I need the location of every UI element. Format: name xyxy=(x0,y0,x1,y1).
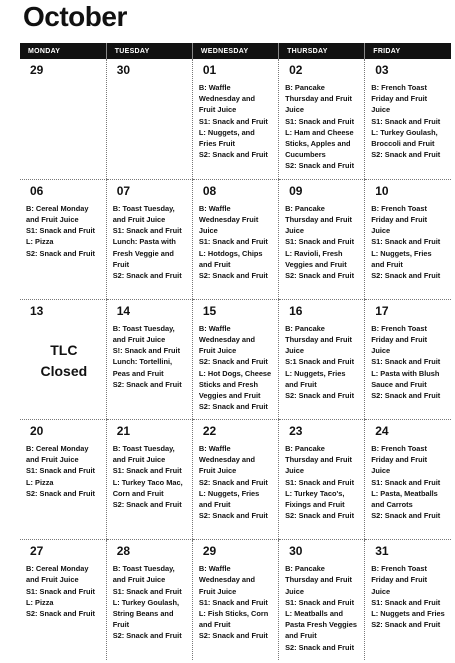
weekday-header: WEDNESDAY xyxy=(192,43,278,59)
menu-line: S1: Snack and Fruit xyxy=(371,477,441,487)
menu-line: Sticks, Apples and xyxy=(285,139,351,149)
day-number: 22 xyxy=(202,424,217,439)
calendar-day-cell xyxy=(106,299,192,419)
menu-line: S1: Snack and Fruit xyxy=(26,466,95,476)
menu-line: Juice xyxy=(371,586,391,596)
menu-line: B: Pancake xyxy=(285,83,325,92)
menu-line: Thursday and Fruit xyxy=(285,455,352,465)
day-number: 13 xyxy=(30,303,44,318)
closed-notice xyxy=(26,340,102,382)
calendar-week-row xyxy=(20,420,451,540)
day-number: 08 xyxy=(202,183,217,198)
menu-line: B: Pancake xyxy=(285,323,325,333)
menu-line: L: Fish Sticks, Corn xyxy=(198,609,269,619)
menu-line: S1: Snack and Fruit xyxy=(198,597,268,607)
menu-line: S1: Snack and Fruit xyxy=(112,586,182,596)
menu-line: S1: Snack and Fruit xyxy=(26,586,95,596)
menu-items xyxy=(199,82,274,160)
menu-line: S1: Snack and Fruit xyxy=(285,597,355,607)
calendar-grid xyxy=(20,43,451,660)
calendar-day-cell xyxy=(20,420,106,540)
menu-line: Pasta Fresh Veggies xyxy=(285,620,357,630)
menu-line: Juice xyxy=(371,105,391,115)
day-number: 31 xyxy=(375,544,389,559)
menu-line: S!: Snack and Fruit xyxy=(112,346,181,356)
month-title: October xyxy=(23,1,127,32)
menu-line: Lunch: Tortellini, xyxy=(112,357,173,367)
menu-line: S1: Snack and Fruit xyxy=(285,477,355,487)
menu-line: B: Pancake xyxy=(285,444,325,454)
menu-line: Wednesday and xyxy=(198,455,256,465)
menu-line: L: Turkey Goulash, xyxy=(371,127,438,137)
menu-line: Friday and Fruit xyxy=(371,214,428,224)
menu-line: and Carrots xyxy=(371,500,413,510)
menu-line: Juice xyxy=(285,226,304,236)
menu-line: B: Toast Tuesday, xyxy=(112,564,175,574)
menu-line: Juice xyxy=(371,226,391,236)
menu-line: B: Waffle xyxy=(198,444,231,454)
menu-line: S1: Snack and Fruit xyxy=(371,116,441,126)
menu-items xyxy=(285,563,360,653)
menu-line: S2: Snack and Fruit xyxy=(371,511,441,521)
day-number: 17 xyxy=(375,303,389,318)
menu-line: Sticks and Fresh xyxy=(198,379,259,389)
menu-line: Juice xyxy=(198,226,218,236)
day-number: 30 xyxy=(289,544,303,559)
menu-items xyxy=(199,323,274,413)
menu-line: B: Toast Tuesday, xyxy=(112,203,175,213)
menu-line: Juice xyxy=(285,466,304,476)
calendar-day-cell xyxy=(279,540,365,660)
menu-line: S1: Snack and Fruit xyxy=(285,116,355,126)
menu-line: S1: Snack and Fruit xyxy=(285,237,355,247)
menu-items xyxy=(113,203,188,281)
menu-line: Wednesday and xyxy=(198,335,256,345)
menu-items xyxy=(26,443,102,499)
menu-line: Sauce and Fruit xyxy=(371,379,427,389)
menu-items xyxy=(371,323,447,401)
menu-line: and Fruit xyxy=(198,259,231,269)
menu-line: Juice xyxy=(371,346,391,356)
menu-line: Peas and Fruit xyxy=(112,368,164,378)
calendar-day-cell xyxy=(106,59,192,179)
menu-line: and Fruit xyxy=(285,379,317,389)
calendar-day-cell xyxy=(365,59,451,179)
menu-line: B: Waffle xyxy=(198,203,231,213)
calendar-week-row xyxy=(20,540,451,660)
menu-line: and Fruit Juice xyxy=(26,575,79,585)
calendar-day-cell xyxy=(192,540,278,660)
menu-line: Friday and Fruit xyxy=(371,335,428,345)
menu-line: and Fruit xyxy=(285,631,317,641)
menu-line: S2: Snack and Fruit xyxy=(198,270,268,280)
menu-line: B: Cereal Monday xyxy=(26,444,89,454)
menu-line: L: Hotdogs, Chips xyxy=(198,248,263,258)
calendar-day-cell xyxy=(20,299,106,419)
menu-line: Broccoli and Fruit xyxy=(371,139,435,149)
menu-line: and Fruit Juice xyxy=(112,455,166,465)
menu-line: S2: Snack and Fruit xyxy=(26,609,95,619)
menu-line: Fruit Juice xyxy=(198,105,237,115)
menu-line: B: Toast Tuesday, xyxy=(112,444,175,454)
day-number: 03 xyxy=(375,63,389,77)
menu-line: S2: Snack and Fruit xyxy=(198,631,268,641)
menu-line: S1: Snack and Fruit xyxy=(112,226,182,236)
calendar-day-cell xyxy=(20,59,106,179)
menu-line: Fruit Juice xyxy=(198,586,237,596)
menu-line: L: Nuggets, Fries xyxy=(285,368,346,378)
menu-line: S1: Snack and Fruit xyxy=(371,237,441,247)
menu-line: L: Pizza xyxy=(26,477,54,487)
day-number: 06 xyxy=(30,183,44,198)
menu-items xyxy=(285,323,360,401)
calendar-day-cell xyxy=(106,540,192,660)
menu-line: and Fruit Juice xyxy=(112,575,166,585)
menu-line: Juice xyxy=(371,466,391,476)
menu-line: and Fruit Juice xyxy=(26,214,79,224)
menu-line: B: Pancake xyxy=(285,203,325,213)
calendar-day-cell xyxy=(106,179,192,299)
menu-line: L: Ravioli, Fresh xyxy=(285,248,343,258)
menu-items xyxy=(285,203,360,281)
menu-line: B: Waffle xyxy=(198,83,231,92)
day-number: 07 xyxy=(116,183,131,198)
menu-line: Thursday and Fruit xyxy=(285,575,352,585)
day-number: 29 xyxy=(30,63,44,77)
menu-line: Thursday and Fruit xyxy=(285,335,352,345)
calendar-day-cell xyxy=(20,179,106,299)
menu-line: Friday and Fruit xyxy=(371,455,428,465)
calendar-day-cell xyxy=(365,420,451,540)
menu-items xyxy=(371,443,447,521)
menu-line: S1: Snack and Fruit xyxy=(198,237,268,247)
menu-line: S2: Snack and Fruit xyxy=(371,391,441,401)
weekday-header: TUESDAY xyxy=(106,43,192,59)
menu-line: Fruit Juice xyxy=(198,466,237,476)
menu-line: and Fruit xyxy=(198,500,231,510)
weekday-header: THURSDAY xyxy=(279,43,365,59)
menu-line: L: Pasta with Blush xyxy=(371,368,440,378)
menu-line: S1: Snack and Fruit xyxy=(371,597,441,607)
menu-line: L: Nuggets, Fries xyxy=(198,488,260,498)
menu-line: B: Waffle xyxy=(198,564,231,574)
calendar-day-cell xyxy=(279,59,365,179)
menu-items xyxy=(113,323,188,390)
menu-line: L: Pizza xyxy=(26,237,54,247)
menu-line: S2: Snack and Fruit xyxy=(371,620,441,630)
menu-line: S:1 Snack and Fruit xyxy=(285,357,355,367)
menu-line: B: French Toast xyxy=(371,444,427,454)
day-number: 10 xyxy=(375,183,389,198)
day-number: 23 xyxy=(289,424,303,439)
menu-items xyxy=(199,563,274,641)
menu-line: Fruit Juice xyxy=(198,346,237,356)
menu-line: S2: Snack and Fruit xyxy=(198,477,268,487)
calendar-day-cell xyxy=(365,540,451,660)
menu-items xyxy=(371,203,447,281)
menu-items xyxy=(371,82,447,160)
calendar-day-cell xyxy=(106,420,192,540)
day-number: 21 xyxy=(116,424,131,439)
menu-line: S2: Snack and Fruit xyxy=(285,161,355,171)
day-number: 28 xyxy=(116,544,131,559)
menu-line: S2: Snack and Fruit xyxy=(198,402,268,412)
menu-line: S2: Snack and Fruit xyxy=(112,631,182,641)
menu-items xyxy=(199,203,274,281)
menu-items xyxy=(113,563,188,641)
menu-line: Fresh Veggie and xyxy=(112,248,174,258)
menu-line: Friday and Fruit xyxy=(371,94,428,104)
menu-line: Corn and Fruit xyxy=(112,488,164,498)
menu-line: S2: Snack and Fruit xyxy=(198,150,268,160)
day-number: 15 xyxy=(202,303,217,318)
menu-line: L: Turkey Goulash, xyxy=(112,597,180,607)
menu-line: B: Cereal Monday xyxy=(26,564,89,574)
menu-line: Wednesday and xyxy=(198,575,256,585)
menu-line: and Fruit xyxy=(198,620,231,630)
menu-line: L: Turkey Taco Mac, xyxy=(112,477,183,487)
menu-line: L: Nuggets and Fries xyxy=(371,609,445,619)
day-number: 01 xyxy=(202,63,217,77)
calendar-body xyxy=(20,59,451,660)
menu-line: S2: Snack and Fruit xyxy=(371,150,441,160)
menu-items xyxy=(199,443,274,521)
menu-line: Juice xyxy=(285,105,304,115)
menu-line: L: Nuggets, Fries xyxy=(371,248,432,258)
day-number: 24 xyxy=(375,424,389,439)
menu-line: and Fruit xyxy=(371,259,403,269)
menu-line: B: French Toast xyxy=(371,564,427,574)
menu-line: B: French Toast xyxy=(371,203,427,213)
day-number: 14 xyxy=(116,303,131,318)
menu-line: S2: Snack and Fruit xyxy=(285,270,355,280)
menu-line: Cucumbers xyxy=(285,150,326,160)
calendar-day-cell xyxy=(365,299,451,419)
menu-line: Veggies and Fruit xyxy=(285,259,347,269)
menu-line: Thursday and Fruit xyxy=(285,94,352,104)
day-number: 30 xyxy=(116,63,131,77)
menu-items xyxy=(26,203,102,259)
menu-line: B: Pancake xyxy=(285,564,325,574)
menu-line: and Fruit Juice xyxy=(26,455,79,465)
calendar-day-cell xyxy=(279,179,365,299)
day-number: 02 xyxy=(289,63,303,77)
menu-line: S2: Snack and Fruit xyxy=(198,357,268,367)
weekday-header-row xyxy=(20,43,451,59)
menu-items xyxy=(285,82,360,172)
menu-line: B: French Toast xyxy=(371,83,427,92)
calendar-day-cell xyxy=(192,420,278,540)
menu-line: Fries Fruit xyxy=(198,139,236,149)
menu-line: B: Cereal Monday xyxy=(26,203,89,213)
menu-line: Juice xyxy=(285,346,304,356)
menu-line: L: Hot Dogs, Cheese xyxy=(198,368,272,378)
menu-line: S1: Snack and Fruit xyxy=(198,116,268,126)
calendar-day-cell xyxy=(279,420,365,540)
calendar-week-row xyxy=(20,179,451,299)
menu-line: B: Toast Tuesday, xyxy=(112,323,175,333)
menu-line: S1: Snack and Fruit xyxy=(371,357,441,367)
day-number: 27 xyxy=(30,544,44,559)
menu-line: Friday and Fruit xyxy=(371,575,428,585)
menu-line: Lunch: Pasta with xyxy=(112,237,176,247)
calendar-week-row xyxy=(20,59,451,179)
menu-line: String Beans and xyxy=(112,609,174,619)
weekday-header: MONDAY xyxy=(20,43,106,59)
menu-line: Juice xyxy=(285,586,304,596)
menu-items xyxy=(26,563,102,619)
menu-line: S2: Snack and Fruit xyxy=(112,379,182,389)
day-number: 20 xyxy=(30,424,44,439)
menu-line: Veggies and Fruit xyxy=(198,391,261,401)
menu-line: S2: Snack and Fruit xyxy=(112,500,182,510)
menu-line: Thursday and Fruit xyxy=(285,214,352,224)
menu-line: S2: Snack and Fruit xyxy=(26,248,95,258)
menu-line: S2: Snack and Fruit xyxy=(198,511,268,521)
menu-line: S2: Snack and Fruit xyxy=(112,270,182,280)
calendar-day-cell xyxy=(20,540,106,660)
menu-line: S2: Snack and Fruit xyxy=(285,511,355,521)
menu-line: L: Pasta, Meatballs xyxy=(371,488,438,498)
menu-items xyxy=(113,443,188,510)
menu-line: L: Meatballs and xyxy=(285,609,343,619)
calendar-day-cell xyxy=(279,299,365,419)
menu-line: S1: Snack and Fruit xyxy=(112,466,182,476)
day-number: 29 xyxy=(202,544,217,559)
calendar-day-cell xyxy=(192,179,278,299)
closed-notice-line: Closed xyxy=(40,362,88,379)
calendar-day-cell xyxy=(365,179,451,299)
menu-line: Fruit xyxy=(112,620,130,630)
calendar-day-cell xyxy=(192,59,278,179)
menu-line: Wednesday and xyxy=(198,94,256,104)
menu-line: L: Nuggets, and xyxy=(198,127,255,137)
menu-line: L: Turkey Taco's, xyxy=(285,488,345,498)
menu-line: and Fruit Juice xyxy=(112,214,166,224)
weekday-header: FRIDAY xyxy=(365,43,451,59)
menu-line: L: Pizza xyxy=(26,597,54,607)
menu-items xyxy=(285,443,360,521)
menu-line: S2: Snack and Fruit xyxy=(285,391,355,401)
menu-line: B: French Toast xyxy=(371,323,427,333)
menu-line: and Fruit Juice xyxy=(112,335,166,345)
menu-line: Fixings and Fruit xyxy=(285,500,345,510)
closed-notice-line: TLC xyxy=(50,341,78,358)
menu-items xyxy=(371,563,447,630)
menu-line: Wednesday Fruit xyxy=(198,214,259,224)
day-number: 09 xyxy=(289,183,303,198)
menu-line: B: Waffle xyxy=(198,323,231,333)
day-number: 16 xyxy=(289,303,303,318)
menu-line: S2: Snack and Fruit xyxy=(26,488,95,498)
calendar-week-row xyxy=(20,299,451,419)
menu-line: S2: Snack and Fruit xyxy=(285,642,355,652)
menu-line: L: Ham and Cheese xyxy=(285,127,354,137)
menu-line: S1: Snack and Fruit xyxy=(26,226,95,236)
calendar-day-cell xyxy=(192,299,278,419)
menu-line: Fruit xyxy=(112,259,130,269)
menu-line: S2: Snack and Fruit xyxy=(371,270,441,280)
